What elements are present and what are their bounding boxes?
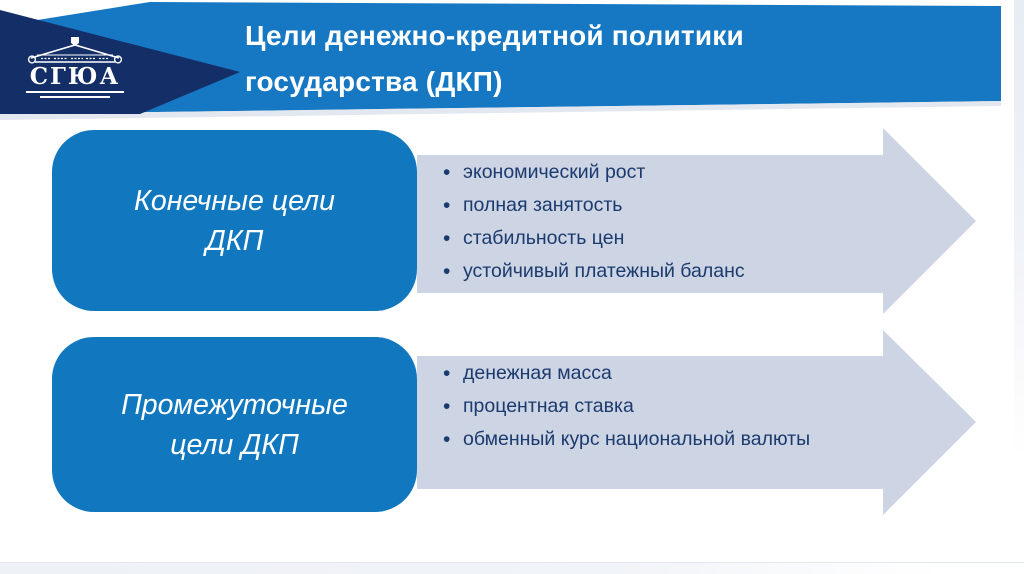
logo-base-lines [26,91,124,102]
goal-category-label: Промежуточные цели ДКП [121,388,348,461]
bullet-item: • денежная масса [443,357,873,390]
bullet-item: • полная занятость [443,189,873,222]
slide-edge-bottom [0,562,1024,574]
bullet-item: • процентная ставка [443,390,873,423]
university-logo [26,36,124,102]
bullet-item: • стабильность цен [443,222,873,255]
page-title-line2: государства (ДКП) [245,66,503,97]
slide-edge-right [1014,0,1024,574]
bullet-item: • устойчивый платежный баланс [443,255,873,288]
building-pediment-icon [27,36,123,66]
logo-acronym: СГЮА [29,63,121,90]
goal-category-box-final [52,130,417,311]
page-title [245,13,1005,105]
final-goals-list [443,156,873,288]
intermediate-goals-list [443,357,873,456]
bullet-item: • обменный курс национальной валюты [443,423,873,456]
goal-category-box-intermediate [52,337,417,512]
page-title-line1: Цели денежно-кредитной политики [245,20,744,51]
goal-category-label: Конечные цели ДКП [134,184,335,257]
bullet-item: • экономический рост [443,156,873,189]
